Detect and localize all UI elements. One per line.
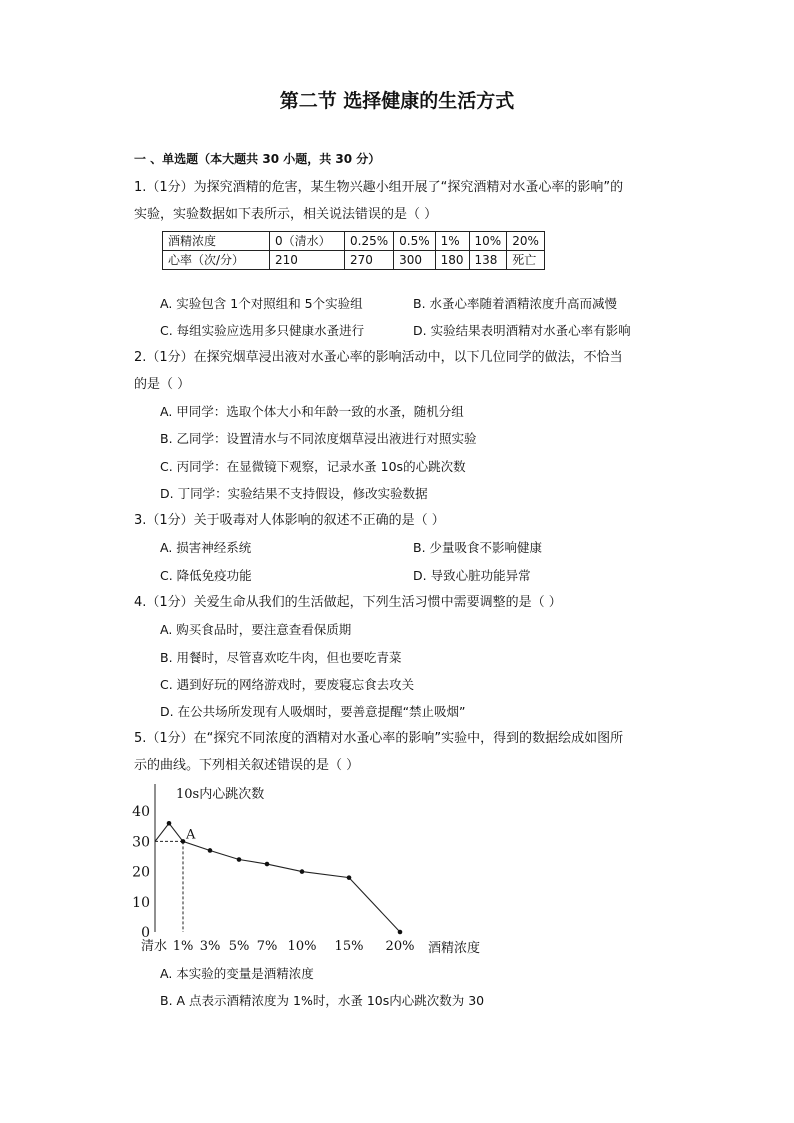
y-tick-label: 20 — [132, 864, 150, 881]
table-cell: 210 — [270, 251, 345, 270]
x-tick-label: 清水 — [141, 939, 168, 954]
question-5-line-1: 5.（1分）在“探究不同浓度的酒精对水蚤心率的影响”实验中，得到的数据绘成如图所 — [134, 731, 624, 746]
annotation-label: A — [186, 827, 196, 843]
data-point — [347, 875, 352, 880]
x-tick-label: 10% — [287, 939, 317, 954]
option-2c[interactable]: C. 丙同学：在显微镜下观察，记录水蚤 10s的心跳次数 — [160, 459, 466, 474]
question-5-line-2: 示的曲线。下列相关叙述错误的是（ ） — [134, 758, 360, 773]
table-cell: 酒精浓度 — [163, 232, 270, 251]
section-heading: 一 、单选题（本大题共 30 小题，共 30 分） — [134, 152, 381, 166]
y-tick-label: 0 — [141, 925, 150, 941]
option-5a[interactable]: A. 本实验的变量是酒精浓度 — [160, 966, 314, 981]
question-1-line-1: 1.（1分）为探究酒精的危害，某生物兴趣小组开展了“探究酒精对水蚤心率的影响”的 — [134, 180, 624, 195]
table-cell: 0.5% — [394, 232, 436, 251]
data-point — [181, 839, 186, 844]
option-4a[interactable]: A. 购买食品时，要注意查看保质期 — [160, 622, 352, 637]
option-1c[interactable]: C. 每组实验应选用多只健康水蚤进行 — [160, 323, 365, 338]
y-axis-label: 10s内心跳次数 — [176, 787, 265, 802]
table-cell: 10% — [469, 232, 507, 251]
table-cell: 180 — [435, 251, 469, 270]
table-cell: 心率（次/分） — [163, 251, 270, 270]
option-4d[interactable]: D. 在公共场所发现有人吸烟时，要善意提醒“禁止吸烟” — [160, 704, 466, 719]
x-tick-label: 1% — [172, 939, 194, 954]
table-cell: 300 — [394, 251, 436, 270]
question-3-line-1: 3.（1分）关于吸毒对人体影响的叙述不正确的是（ ） — [134, 513, 445, 528]
option-3c[interactable]: C. 降低免疫功能 — [160, 568, 252, 583]
data-table — [162, 231, 545, 270]
x-tick-label: 5% — [228, 939, 250, 954]
option-3b[interactable]: B. 少量吸食不影响健康 — [413, 540, 543, 555]
table-cell: 1% — [435, 232, 469, 251]
option-4c[interactable]: C. 遇到好玩的网络游戏时，要废寝忘食去攻关 — [160, 677, 415, 692]
page-title: 第二节 选择健康的生活方式 — [279, 90, 515, 112]
y-tick-label: 40 — [132, 804, 150, 821]
question-2-line-2: 的是（ ） — [134, 377, 191, 392]
x-tick-label: 15% — [334, 939, 364, 954]
x-axis-label: 酒精浓度 — [428, 941, 481, 956]
y-tick-label: 30 — [132, 834, 150, 851]
question-4-line-1: 4.（1分）关爱生命从我们的生活做起，下列生活习惯中需要调整的是（ ） — [134, 595, 562, 610]
table-cell: 0（清水） — [270, 232, 345, 251]
table-row — [163, 251, 545, 270]
option-2b[interactable]: B. 乙同学：设置清水与不同浓度烟草浸出液进行对照实验 — [160, 431, 477, 446]
option-2d[interactable]: D. 丁同学：实验结果不支持假设，修改实验数据 — [160, 486, 428, 501]
y-tick-label: 10 — [132, 894, 150, 911]
option-2a[interactable]: A. 甲同学：选取个体大小和年龄一致的水蚤，随机分组 — [160, 404, 464, 419]
option-1b[interactable]: B. 水蚤心率随着酒精浓度升高而减慢 — [413, 296, 618, 311]
data-point — [208, 848, 213, 853]
x-tick-label: 3% — [199, 939, 221, 954]
question-2-line-1: 2.（1分）在探究烟草浸出液对水蚤心率的影响活动中，以下几位同学的做法，不恰当 — [134, 350, 623, 365]
option-4b[interactable]: B. 用餐时，尽管喜欢吃牛肉，但也要吃青菜 — [160, 650, 402, 665]
heart-rate-line-chart — [130, 780, 510, 964]
option-5b[interactable]: B. A 点表示酒精浓度为 1%时，水蚤 10s内心跳次数为 30 — [160, 993, 485, 1008]
option-3a[interactable]: A. 损害神经系统 — [160, 540, 252, 555]
data-point — [265, 862, 270, 867]
table-cell: 死亡 — [507, 251, 545, 270]
table-cell: 270 — [345, 251, 394, 270]
option-3d[interactable]: D. 导致心脏功能异常 — [413, 568, 531, 583]
option-1d[interactable]: D. 实验结果表明酒精对水蚤心率有影响 — [413, 323, 631, 338]
x-tick-label: 20% — [385, 939, 415, 954]
table-row — [163, 232, 545, 251]
data-point — [167, 821, 172, 826]
table-cell: 0.25% — [345, 232, 394, 251]
data-point — [237, 857, 242, 862]
table-cell: 138 — [469, 251, 507, 270]
option-1a[interactable]: A. 实验包含 1个对照组和 5个实验组 — [160, 296, 363, 311]
table-cell: 20% — [507, 232, 545, 251]
data-point — [398, 930, 403, 935]
x-tick-label: 7% — [256, 939, 278, 954]
question-1-line-2: 实验，实验数据如下表所示，相关说法错误的是（ ） — [134, 207, 438, 222]
data-point — [300, 869, 305, 874]
